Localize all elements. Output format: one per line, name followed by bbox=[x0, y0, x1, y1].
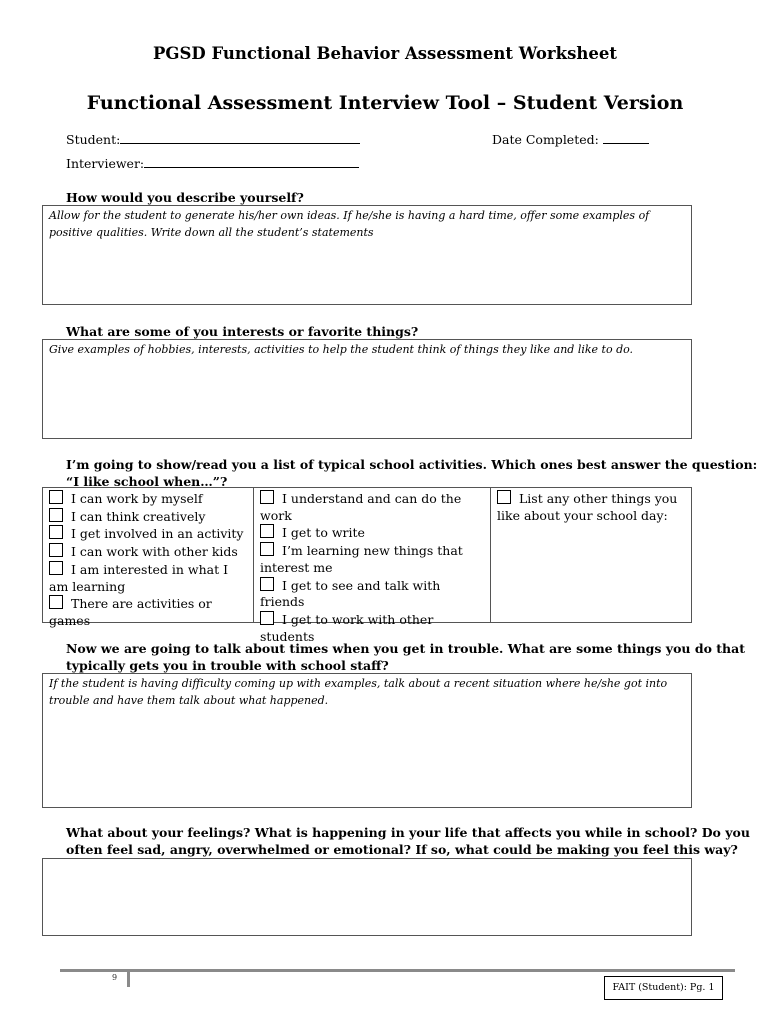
interests-question: What are some of you interests or favorite things? bbox=[66, 324, 419, 339]
activities-column-3 bbox=[491, 488, 691, 622]
trouble-answer-box[interactable] bbox=[42, 673, 692, 808]
checkbox[interactable] bbox=[49, 561, 63, 575]
interviewer-field[interactable] bbox=[66, 156, 359, 171]
checkbox[interactable] bbox=[260, 490, 274, 504]
interests-hint: Give examples of hobbies, interests, activities to help the student think of things they like and like to do. bbox=[49, 343, 634, 356]
interviewer-label: Interviewer: bbox=[66, 156, 145, 171]
checklist-item[interactable] bbox=[49, 525, 247, 543]
checklist-label: I get to work with other students bbox=[260, 611, 434, 644]
checkbox[interactable] bbox=[260, 577, 274, 591]
trouble-question-line1: Now we are going to talk about times when you get in trouble. What are some things you do that bbox=[66, 641, 746, 656]
school-activities-table bbox=[42, 487, 692, 644]
trouble-hint: If the student is having difficulty coming up with examples, talk about a recent situation where he/she got into trouble and have them talk about what happened. bbox=[49, 677, 668, 707]
checkbox[interactable] bbox=[49, 595, 63, 609]
school-question-line1: I’m going to show/read you a list of typical school activities. Which ones best answer the question: bbox=[66, 457, 758, 472]
checkbox[interactable] bbox=[49, 543, 63, 557]
trouble-question-line2: typically gets you in trouble with school staff? bbox=[66, 658, 389, 673]
checklist-label: I can work with other kids bbox=[71, 544, 238, 560]
trouble-question bbox=[66, 640, 745, 674]
checkbox[interactable] bbox=[260, 611, 274, 625]
checklist-item[interactable] bbox=[49, 508, 247, 526]
interviewer-line[interactable] bbox=[144, 156, 359, 168]
page-subtitle: Functional Assessment Interview Tool – Student Version bbox=[86, 92, 684, 114]
feelings-answer-box[interactable] bbox=[42, 858, 692, 936]
feelings-question bbox=[66, 824, 750, 858]
footer-label: FAIT (Student): Pg. 1 bbox=[604, 976, 723, 1000]
date-line[interactable] bbox=[603, 132, 649, 144]
checklist-label: I understand and can do the work bbox=[260, 491, 462, 523]
feelings-question-line1: What about your feelings? What is happening in your life that affects you while in school? Do you bbox=[66, 825, 750, 840]
checklist-item[interactable] bbox=[260, 577, 484, 611]
checklist-label: I get to see and talk with friends bbox=[260, 577, 441, 610]
checkbox[interactable] bbox=[260, 524, 274, 538]
page-number: 9 bbox=[112, 973, 118, 982]
checklist-label: I am interested in what I am learning bbox=[49, 561, 229, 594]
checklist-label: I can think creatively bbox=[71, 508, 206, 524]
page-title: PGSD Functional Behavior Assessment Worksheet bbox=[153, 44, 617, 63]
feelings-question-line2: often feel sad, angry, overwhelmed or emotional? If so, what could be making you feel this way? bbox=[66, 842, 738, 857]
school-question-line2: “I like school when…”? bbox=[66, 474, 228, 489]
checklist-label: I get involved in an activity bbox=[71, 526, 244, 542]
school-question bbox=[66, 456, 757, 490]
date-field[interactable] bbox=[492, 132, 649, 147]
checkbox[interactable] bbox=[49, 508, 63, 522]
date-label: Date Completed: bbox=[492, 132, 599, 147]
activities-column-1 bbox=[43, 488, 254, 628]
checklist-label: List any other things you like about your school day: bbox=[497, 491, 678, 523]
footer-divider bbox=[127, 969, 130, 987]
checklist-item[interactable] bbox=[49, 595, 247, 629]
checklist-item[interactable] bbox=[49, 490, 247, 508]
activities-column-2 bbox=[254, 488, 491, 644]
student-label: Student: bbox=[66, 132, 121, 147]
checklist-label: I get to write bbox=[282, 525, 365, 541]
checklist-label: I can work by myself bbox=[71, 491, 203, 506]
describe-question: How would you describe yourself? bbox=[66, 190, 304, 205]
footer-rule bbox=[60, 969, 735, 972]
checkbox[interactable] bbox=[497, 490, 511, 504]
checklist-item[interactable] bbox=[497, 490, 685, 524]
checklist-item[interactable] bbox=[260, 490, 484, 524]
checklist-item[interactable] bbox=[260, 524, 484, 542]
student-field[interactable] bbox=[66, 132, 360, 147]
student-line[interactable] bbox=[120, 132, 360, 144]
checklist-item[interactable] bbox=[260, 542, 484, 576]
checklist-item[interactable] bbox=[49, 543, 247, 561]
checkbox[interactable] bbox=[260, 542, 274, 556]
interests-answer-box[interactable] bbox=[42, 339, 692, 439]
checklist-label: I’m learning new things that interest me bbox=[260, 543, 463, 575]
describe-hint: Allow for the student to generate his/her own ideas. If he/she is having a hard time, offer some examples of positive qualities. Write down all the student’s statements bbox=[49, 209, 650, 239]
describe-answer-box[interactable] bbox=[42, 205, 692, 305]
checklist-item[interactable] bbox=[49, 561, 247, 595]
checkbox[interactable] bbox=[49, 490, 63, 504]
checklist-label: There are activities or games bbox=[49, 596, 212, 628]
checkbox[interactable] bbox=[49, 525, 63, 539]
